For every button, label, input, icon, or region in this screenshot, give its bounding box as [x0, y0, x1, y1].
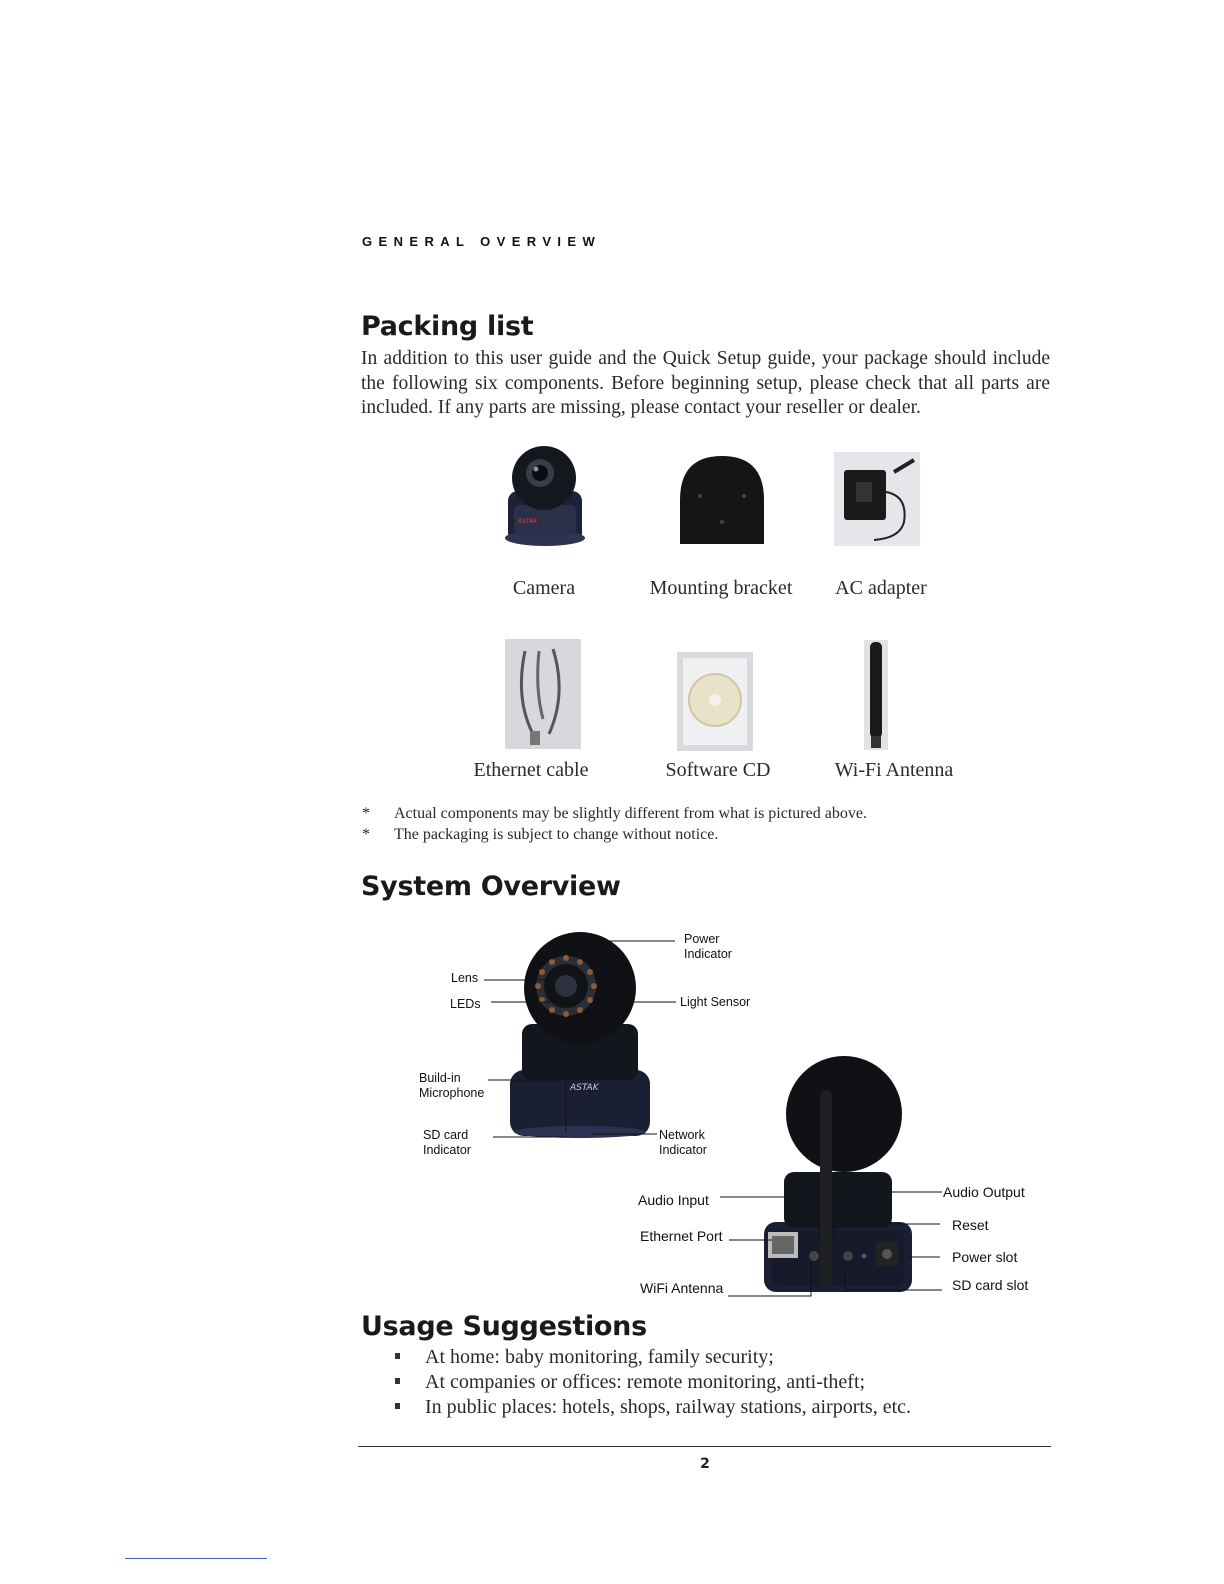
list-item-text: At home: baby monitoring, family security; — [425, 1346, 774, 1368]
label-light-sensor: Light Sensor — [680, 995, 751, 1009]
label-network-indicator: Network Indicator — [659, 1128, 707, 1157]
note-text: The packaging is subject to change without notice. — [394, 826, 719, 843]
packing-item-label: Ethernet cable — [473, 759, 589, 781]
label-microphone: Build-in Microphone — [419, 1071, 485, 1100]
label-lens: Lens — [451, 971, 479, 985]
list-item-text: In public places: hotels, shops, railway stations, airports, etc. — [425, 1396, 912, 1418]
section-header: GENERAL OVERVIEW — [362, 234, 602, 249]
packing-intro: In addition to this user guide and the Quick Setup guide, your package should include the following six components. Before beginning setup, please check that all parts are included. If any parts are missing, please contact your reseller or dealer. — [361, 348, 1050, 418]
packing-item-label: Software CD — [665, 759, 771, 781]
packing-item-label: AC adapter — [835, 577, 927, 599]
label-reset: Reset — [952, 1217, 989, 1233]
label-sd-card-slot: SD card slot — [952, 1277, 1029, 1293]
label-sd-indicator: SD card Indicator — [423, 1128, 471, 1157]
packing-list-title: Packing list — [361, 311, 534, 342]
packing-item-label: Wi-Fi Antenna — [834, 759, 954, 781]
label-audio-input: Audio Input — [638, 1192, 709, 1208]
packing-item-label: Mounting bracket — [649, 577, 793, 599]
system-overview-title: System Overview — [361, 871, 621, 902]
list-item — [395, 1346, 774, 1369]
footnote-link-line — [125, 1558, 267, 1559]
list-item — [395, 1396, 911, 1419]
page-number: 2 — [700, 1456, 710, 1472]
label-ethernet-port: Ethernet Port — [640, 1228, 723, 1244]
label-audio-output: Audio Output — [943, 1184, 1025, 1200]
note-mark: * — [362, 826, 370, 843]
svg-text:ASTAK: ASTAK — [518, 518, 538, 525]
note-mark: * — [362, 805, 370, 822]
footer-rule — [358, 1446, 1051, 1447]
packing-item-label: Camera — [512, 577, 576, 599]
label-leds: LEDs — [450, 997, 481, 1011]
label-wifi-antenna: WiFi Antenna — [640, 1280, 724, 1296]
label-power-indicator: Power Indicator — [684, 932, 732, 961]
list-item-text: At companies or offices: remote monitoring, anti-theft; — [425, 1371, 866, 1393]
usage-suggestions-title: Usage Suggestions — [361, 1311, 647, 1342]
list-item — [395, 1371, 865, 1394]
camera-brand: ASTAK — [570, 1083, 599, 1093]
note-text: Actual components may be slightly different from what is pictured above. — [394, 805, 867, 822]
label-power-slot: Power slot — [952, 1249, 1018, 1265]
